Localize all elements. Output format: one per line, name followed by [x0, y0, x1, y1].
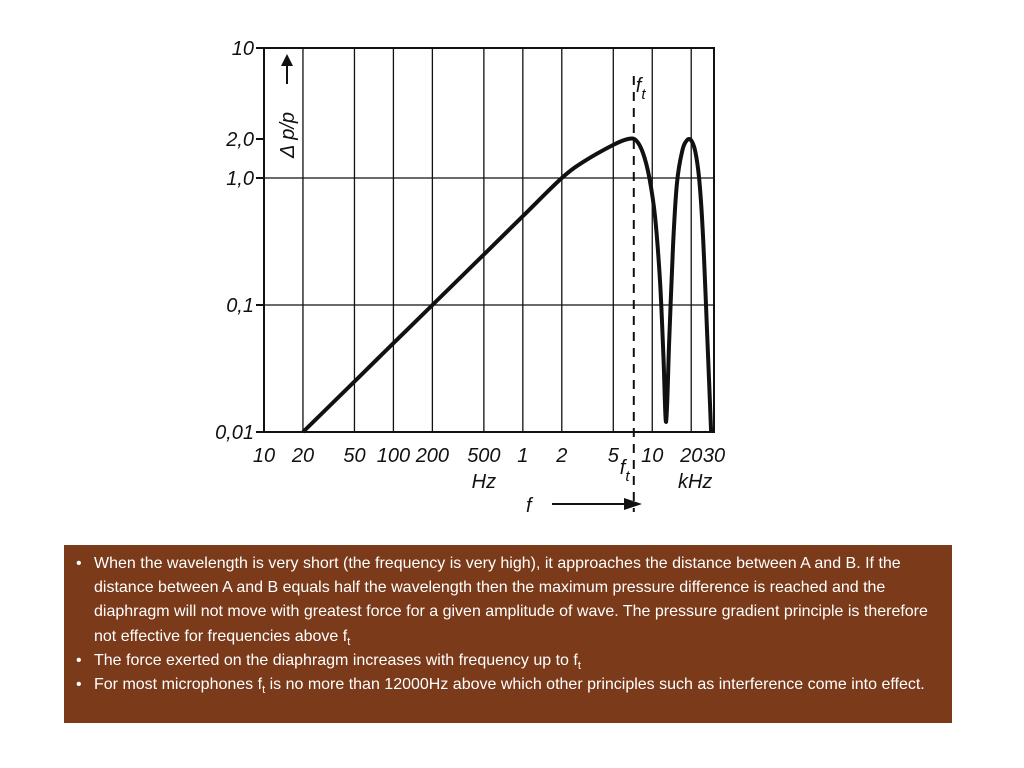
plot-border: [264, 48, 714, 432]
x-tick-label: 50: [343, 445, 366, 467]
x-tick-label: 100: [376, 445, 411, 467]
x-tick-label: 2: [556, 445, 568, 467]
y-tick-label: 0,1: [226, 295, 254, 317]
x-axis-label: f: [526, 495, 532, 517]
x-tick-label: 1: [517, 445, 529, 467]
x-unit-hz: Hz: [471, 471, 497, 493]
x-unit-khz: kHz: [677, 471, 713, 493]
axis-labels: [277, 54, 642, 517]
x-ticks: [253, 445, 725, 493]
note-text: For most microphones f: [94, 676, 263, 694]
note-item: [76, 552, 942, 649]
ft-label-bottom: $f_t$: [619, 457, 630, 485]
note-subscript: t: [262, 684, 266, 697]
note-item: [76, 673, 942, 697]
x-tick-label: 500: [467, 445, 501, 467]
x-tick-label: 200: [415, 445, 450, 467]
note-subscript: t: [577, 660, 581, 672]
bullet-icon: •: [76, 651, 82, 669]
notes-box: [64, 545, 952, 723]
ft-label-top: $f_t$: [635, 75, 646, 103]
x-tick-label: 5: [607, 445, 619, 467]
note-text: The force exerted on the diaphragm increases with frequency up to f: [94, 651, 578, 669]
y-tick-label: 0,01: [215, 422, 254, 444]
notes-list: [76, 552, 942, 697]
series: [303, 138, 711, 432]
y-axis-arrow-head: [281, 54, 293, 66]
note-subscript: t: [347, 635, 351, 648]
y-tick-label: 10: [231, 38, 254, 60]
series-line: [303, 138, 711, 432]
y-tick-label: 2,0: [226, 129, 254, 151]
plot-frame: [264, 48, 714, 432]
x-tick-label: 10: [252, 445, 276, 467]
bullet-icon: •: [76, 555, 82, 572]
x-tick-label: 20: [680, 445, 703, 467]
grid: [264, 48, 714, 432]
note-text-after: is no more than 12000Hz above which other principles such as interference come into effect.: [265, 676, 925, 694]
bullet-icon: •: [76, 676, 82, 694]
note-text: When the wavelength is very short (the frequency is very high), it approaches the distance between A and B. If the distance between A and B equals half the wavelength then the maximum pressure difference is reached and the diaphragm will not move with greatest force for a given amplitude of wave. The pressure gradient principle is therefore not effective for frequencies above f: [94, 555, 928, 645]
note-item: [76, 649, 942, 673]
y-tick-label: 1,0: [226, 168, 254, 190]
x-tick-label: 10: [641, 445, 664, 467]
y-ticks: [215, 38, 264, 444]
x-tick-label: 20: [291, 445, 315, 467]
x-tick-label: 30: [702, 445, 726, 467]
y-axis-label: Δ p/p: [277, 111, 299, 158]
